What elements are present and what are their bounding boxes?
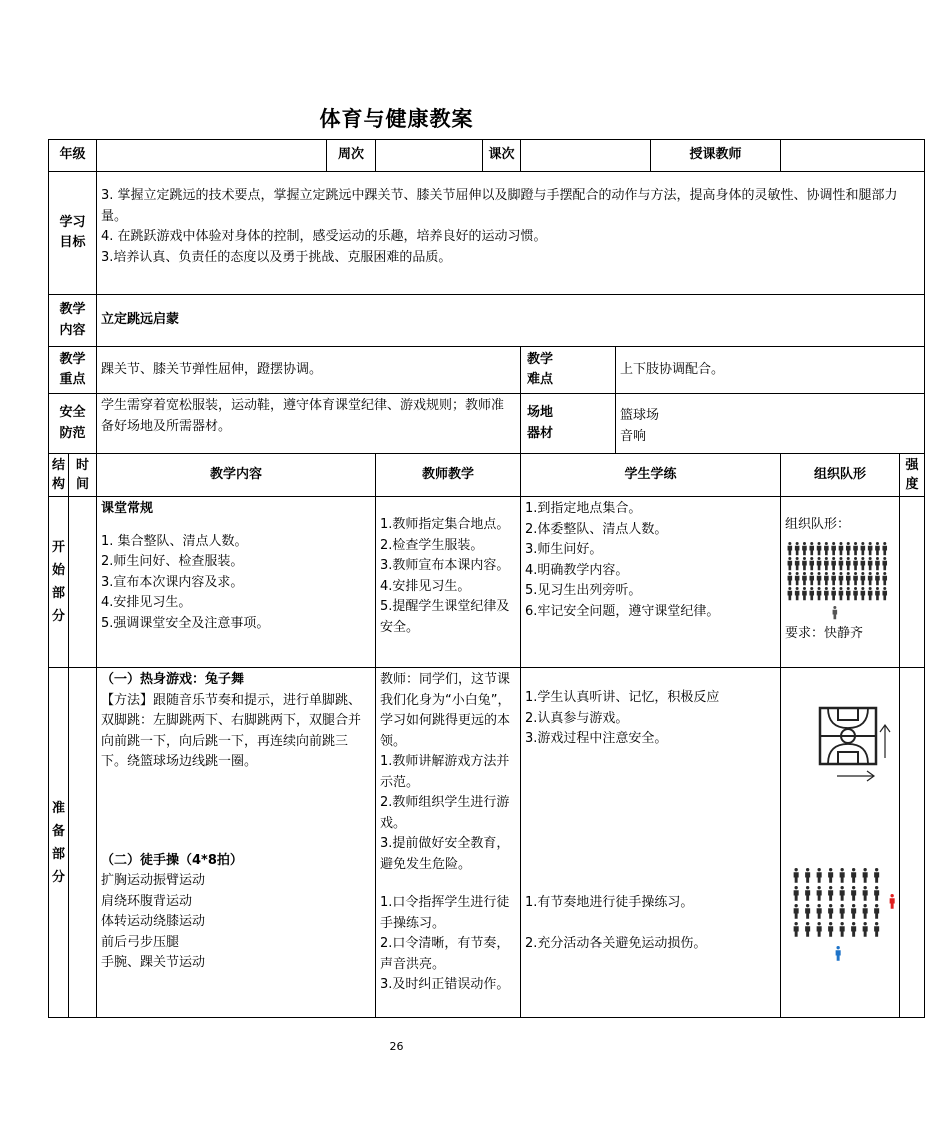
formation-label: 组织队形： — [785, 517, 851, 532]
col-structure — [49, 454, 69, 497]
prep-formation — [781, 668, 900, 1018]
goal-line: 4. 在跳跃游戏中体验对身体的控制，感受运动的乐趣，培养良好的运动习惯。 — [101, 229, 547, 244]
person-icon — [824, 542, 829, 555]
person-icon — [861, 557, 866, 570]
arrow-up-icon — [880, 725, 890, 758]
person-icon — [795, 557, 800, 570]
person-icon — [831, 587, 836, 600]
person-icon — [846, 557, 851, 570]
col-structure-text: 结 构 — [51, 458, 65, 492]
exercise-line: 扩胸运动振臂运动 — [101, 873, 206, 888]
person-icon — [840, 886, 845, 901]
warmup-student — [525, 670, 776, 893]
start-content-line: 2.师生问好、检查服装。 — [101, 554, 244, 569]
exercise-title: （二）徒手操（4*8拍） — [101, 852, 243, 868]
key-label-2: 重点 — [59, 372, 86, 387]
lesson-plan-table — [48, 139, 925, 1018]
person-icon — [809, 587, 814, 600]
teacher-value[interactable] — [781, 140, 925, 172]
person-icon — [851, 922, 856, 937]
formation-requirement: 要求：快静齐 — [785, 625, 864, 641]
venue-label-2: 器材 — [527, 425, 554, 441]
person-icon — [868, 587, 873, 600]
exercise-teacher-line: 1.口令指挥学生进行徒手操练习。 — [380, 895, 510, 931]
page-title: 体育与健康教案 — [319, 106, 474, 131]
person-icon — [828, 922, 833, 937]
prep-formation-figure — [785, 670, 903, 1010]
start-student-line: 5.见习生出列旁听。 — [525, 583, 642, 598]
person-icon — [882, 542, 887, 555]
person-icon — [817, 557, 822, 570]
lesson-value[interactable] — [521, 140, 651, 172]
person-icon — [853, 587, 858, 600]
key-row — [49, 347, 925, 394]
person-icon — [868, 557, 873, 570]
person-icon — [846, 572, 851, 585]
person-icon — [846, 542, 851, 555]
prep-section-row — [49, 668, 925, 1018]
content-label-1: 教学 — [59, 302, 86, 317]
person-icon — [874, 922, 879, 937]
venue-line: 篮球场 — [620, 408, 660, 423]
person-icon — [794, 922, 799, 937]
person-icon — [809, 557, 814, 570]
person-icon — [875, 572, 880, 585]
exercise-teacher-line: 2.口令清晰，有节奏，声音洪亮。 — [380, 936, 510, 972]
person-icon — [802, 557, 807, 570]
person-icon — [839, 587, 844, 600]
start-section-name: 开 始 部 分 — [51, 540, 65, 624]
warmup-method: 【方法】跟随音乐节奏和提示，进行单脚跳、双脚跳：左脚跳两下、右脚跳两下，双腿合并向前跳一下，向后跳一下，再连续向前跳三下。绕篮球场边线跳一圈。 — [101, 692, 362, 769]
start-student-line: 2.体委整队、清点人数。 — [525, 521, 668, 537]
exercise-line: 前后弓步压腿 — [101, 934, 180, 950]
person-icon — [828, 868, 833, 883]
person-icon — [817, 922, 822, 937]
goal-line: 3.培养认真、负责任的态度以及勇于挑战、克服困难的品质。 — [101, 249, 452, 265]
person-icon — [861, 587, 866, 600]
difficulty-label-2: 难点 — [527, 372, 554, 387]
exercise-teacher-line: 3.及时纠正错误动作。 — [380, 977, 510, 992]
exercise-line: 体转运动绕膝运动 — [101, 914, 206, 929]
start-teacher-line: 3.教师宣布本课内容。 — [380, 558, 510, 573]
venue-label — [521, 394, 616, 454]
person-icon — [863, 922, 868, 937]
goals-row — [49, 172, 925, 295]
grade-label: 年级 — [49, 140, 97, 172]
person-icon — [882, 557, 887, 570]
start-teacher-line: 5.提醒学生课堂纪律及安全。 — [380, 599, 510, 635]
prep-intensity[interactable] — [900, 668, 925, 1018]
person-icon — [824, 557, 829, 570]
person-icon — [828, 886, 833, 901]
person-icon — [788, 557, 793, 570]
start-section-label — [49, 497, 69, 668]
person-icon — [794, 868, 799, 883]
warmup-teacher-line: 3.提前做好安全教育，避免发生危险。 — [380, 836, 510, 872]
person-icon — [836, 946, 841, 961]
person-icon — [805, 922, 810, 937]
student-grid — [794, 868, 895, 961]
col-intensity — [900, 454, 925, 497]
goals-label-1: 学习 — [59, 214, 86, 230]
exercise-line: 肩绕环腹背运动 — [101, 893, 193, 909]
person-icon — [809, 572, 814, 585]
person-icon — [839, 557, 844, 570]
person-icon — [861, 542, 866, 555]
person-icon — [802, 542, 807, 555]
person-icon — [875, 542, 880, 555]
person-icon — [839, 542, 844, 555]
prep-section-name: 准 备 部 分 — [51, 800, 65, 885]
person-icon — [788, 587, 793, 600]
exercise-student-line: 2.充分活动各关避免运动损伤。 — [525, 935, 707, 951]
safety-label-1: 安全 — [59, 405, 86, 420]
warmup-student-line: 1.学生认真听讲、记忆，积极反应 — [525, 690, 720, 705]
start-teacher-line: 4.安排见习生。 — [380, 578, 471, 594]
start-content-title: 课堂常规 — [101, 501, 154, 516]
person-icon — [805, 886, 810, 901]
key-label-1: 教学 — [59, 351, 86, 367]
prep-time[interactable] — [69, 668, 97, 1018]
person-icon — [840, 922, 845, 937]
person-icon — [809, 542, 814, 555]
grade-value[interactable] — [97, 140, 327, 172]
person-icon — [794, 904, 799, 919]
column-header-row — [49, 454, 925, 497]
difficulty-label-1: 教学 — [527, 351, 554, 367]
person-icon — [824, 572, 829, 585]
basketball-court-icon — [820, 708, 876, 764]
venue-value — [616, 394, 925, 454]
person-icon — [831, 542, 836, 555]
key-value: 踝关节、膝关节弹性屈伸，蹬摆协调。 — [97, 347, 521, 394]
person-icon — [805, 904, 810, 919]
start-teacher — [376, 497, 521, 668]
prep-student — [521, 668, 781, 1018]
start-student-line: 6.牢记安全问题，遵守课堂纪律。 — [525, 603, 720, 619]
content-label-2: 内容 — [59, 322, 86, 338]
col-content: 教学内容 — [97, 454, 376, 497]
person-icon — [840, 904, 845, 919]
start-section-row — [49, 497, 925, 668]
person-icon — [802, 587, 807, 600]
col-time-text: 时 间 — [76, 458, 90, 492]
start-student-line: 1.到指定地点集合。 — [525, 501, 642, 516]
content-row — [49, 295, 925, 347]
col-formation: 组织队形 — [781, 454, 900, 497]
prep-content — [97, 668, 376, 1018]
week-label: 周次 — [327, 140, 376, 172]
warmup-teacher — [380, 670, 516, 893]
col-time — [69, 454, 97, 497]
person-icon — [788, 542, 793, 555]
person-icon — [882, 572, 887, 585]
start-content-line: 4.安排见习生。 — [101, 595, 192, 610]
student-grid — [788, 542, 887, 619]
person-icon — [863, 868, 868, 883]
header-row — [49, 140, 925, 172]
person-icon — [824, 587, 829, 600]
col-intensity-text: 强 度 — [905, 458, 919, 492]
person-icon — [846, 587, 851, 600]
person-icon — [805, 868, 810, 883]
venue-line: 音响 — [620, 428, 647, 444]
warmup-teacher-line: 1.教师讲解游戏方法并示范。 — [380, 754, 510, 790]
person-icon — [817, 572, 822, 585]
person-icon — [875, 557, 880, 570]
person-icon — [868, 572, 873, 585]
person-icon — [794, 886, 799, 901]
start-intensity[interactable] — [900, 497, 925, 668]
warmup-teacher-line: 教师：同学们，这节课我们化身为“小白兔”，学习如何跳得更远的本领。 — [380, 672, 511, 749]
person-icon — [863, 904, 868, 919]
person-icon — [851, 868, 856, 883]
person-icon — [874, 868, 879, 883]
teacher-label: 授课教师 — [651, 140, 781, 172]
person-icon — [828, 904, 833, 919]
person-icon — [851, 904, 856, 919]
key-label — [49, 347, 97, 394]
person-icon — [890, 894, 895, 909]
goal-line: 3. 掌握立定跳远的技术要点，掌握立定跳远中踝关节、膝关节屈伸以及脚蹬与手摆配合的动作与方法，提高身体的灵敏性、协调性和腿部力量。 — [101, 188, 898, 224]
person-icon — [863, 886, 868, 901]
person-icon — [817, 868, 822, 883]
prep-section-label — [49, 668, 69, 1018]
content-label — [49, 295, 97, 347]
person-icon — [853, 542, 858, 555]
start-formation — [781, 497, 900, 668]
start-student-line: 4.明确教学内容。 — [525, 562, 629, 578]
safety-label — [49, 394, 97, 454]
exercise-student-line: 1.有节奏地进行徒手操练习。 — [525, 895, 694, 910]
safety-row — [49, 394, 925, 454]
lesson-label: 课次 — [483, 140, 521, 172]
person-icon — [853, 572, 858, 585]
goals-label-2: 目标 — [59, 235, 86, 250]
person-icon — [851, 886, 856, 901]
venue-label-1: 场地 — [527, 405, 554, 420]
person-icon — [795, 542, 800, 555]
person-icon — [831, 557, 836, 570]
person-icon — [817, 542, 822, 555]
start-teacher-line: 2.检查学生服装。 — [380, 537, 484, 553]
warmup-teacher-line: 2.教师组织学生进行游戏。 — [380, 795, 510, 831]
person-icon — [802, 572, 807, 585]
page-number: 26 — [389, 1040, 404, 1053]
week-value[interactable] — [376, 140, 483, 172]
goals-label — [49, 172, 97, 295]
person-icon — [868, 542, 873, 555]
person-icon — [840, 868, 845, 883]
person-icon — [795, 572, 800, 585]
person-icon — [861, 572, 866, 585]
warmup-student-line: 2.认真参与游戏。 — [525, 710, 629, 726]
exercise-line: 手腕、踝关节运动 — [101, 955, 206, 970]
safety-value: 学生需穿着宽松服装，运动鞋，遵守体育课堂纪律、游戏规则；教师准备好场地及所需器材。 — [97, 394, 521, 454]
start-content-line: 5.强调课堂安全及注意事项。 — [101, 615, 270, 631]
col-student: 学生学练 — [521, 454, 781, 497]
person-icon — [839, 572, 844, 585]
warmup-title: （一）热身游戏：兔子舞 — [101, 672, 245, 687]
prep-teacher — [376, 668, 521, 1018]
start-content — [97, 497, 376, 668]
start-content-line: 3.宣布本次课内容及求。 — [101, 574, 244, 590]
warmup-student-line: 3.游戏过程中注意安全。 — [525, 731, 668, 746]
person-icon — [833, 606, 838, 619]
person-icon — [788, 572, 793, 585]
start-time[interactable] — [69, 497, 97, 668]
arrow-right-icon — [837, 771, 874, 781]
person-icon — [853, 557, 858, 570]
start-teacher-line: 1.教师指定集合地点。 — [380, 517, 510, 532]
person-icon — [831, 572, 836, 585]
safety-label-2: 防范 — [59, 425, 86, 441]
person-icon — [874, 904, 879, 919]
person-icon — [817, 886, 822, 901]
person-icon — [874, 886, 879, 901]
col-teacher: 教师教学 — [376, 454, 521, 497]
start-student — [521, 497, 781, 668]
difficulty-label — [521, 347, 616, 394]
content-value: 立定跳远启蒙 — [97, 295, 925, 347]
goals-content — [97, 172, 925, 295]
person-icon — [882, 587, 887, 600]
person-icon — [795, 587, 800, 600]
start-student-line: 3.师生问好。 — [525, 542, 603, 557]
person-icon — [817, 587, 822, 600]
start-formation-figure — [785, 540, 895, 622]
person-icon — [817, 904, 822, 919]
person-icon — [875, 587, 880, 600]
difficulty-value: 上下肢协调配合。 — [616, 347, 925, 394]
start-content-line: 1. 集合整队、清点人数。 — [101, 533, 248, 549]
